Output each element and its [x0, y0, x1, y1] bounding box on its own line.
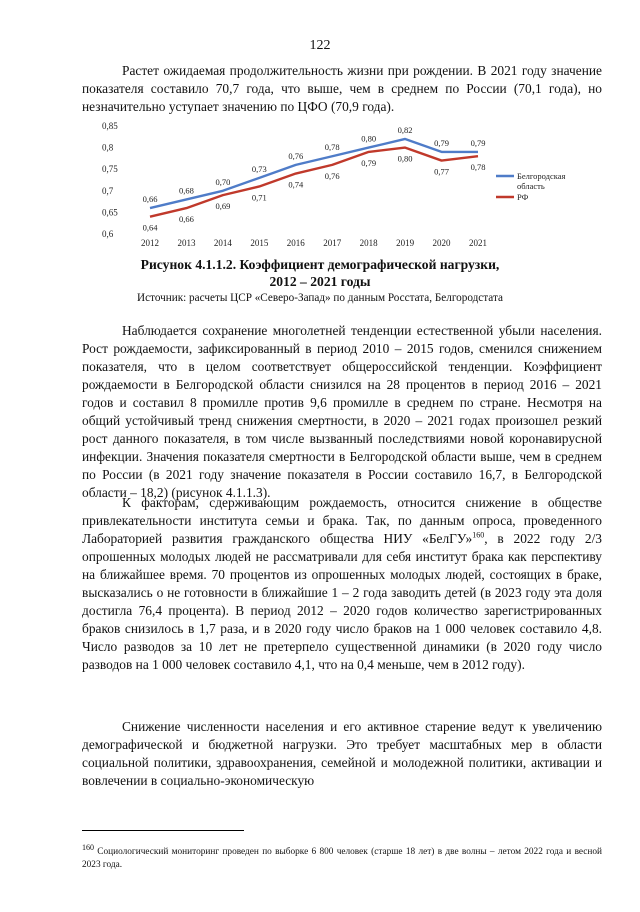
x-tick-label: 2018 [359, 238, 378, 248]
x-tick-label: 2021 [469, 238, 487, 248]
series-line-rf [150, 148, 478, 217]
data-label: 0,68 [179, 185, 194, 196]
footnote-reference[interactable]: 160 [472, 530, 485, 540]
paragraph-marriage: К факторам, сдерживающим рождаемость, относится снижение в обществе привлекательности института семьи и брака. Так, по данным опроса, проведенного Лабораторией развития гражданского общества НИУ «БелГУ»$^{160}$, в 2022 году 2/3 опрошенных молодых людей не рассматривали для себя институт брака как перспективу на ближайшее время. 70 процентов из опрошенных молодых людей, состоящих в браке, высказались о не готовности в ближайшие 1 – 2 года заводить детей (в 2023 году эта доля достигла 76,4 процента). В период 2012 – 2020 годов количество зарегистрированных браков снизилось в 1,7 раза, и в 2020 году число браков на 1 000 человек составило 4,8. Число разводов за 10 лет не претерпело существенной динамики (в 2020 году число разводов на 1 000 человек составило 4,1, что на 0,4 меньше, чем в 2012 году). [82, 495, 602, 672]
legend-label: Белгородская [517, 171, 566, 181]
footnote-divider [82, 830, 244, 831]
demographic-load-chart [96, 118, 566, 256]
x-tick-label: 2016 [286, 238, 305, 248]
data-label: 0,78 [324, 142, 340, 153]
legend-label: РФ [517, 192, 529, 202]
y-tick-label: 0,7 [102, 185, 114, 196]
data-label: 0,66 [179, 214, 194, 225]
data-label: 0,80 [397, 153, 413, 164]
data-label: 0,70 [215, 176, 231, 187]
paragraph-mortality: Наблюдается сохранение многолетней тенденции естественной убыли населения. Рост рождаемости, зафиксированный в период 2010 – 2015 годов, сменился снижением показателя, что в целом соответствует общероссийской тенденции. Коэффициент рождаемости в Белгородской области снизился на 28 процентов в период 2016 – 2021 годов и составил 8 промилле против 9,6 промилле в среднем по стране. Несмотря на общий устойчивый тренд снижения смертности, в 2020 – 2021 годах произошел резкий рост данного показателя, в том числе вызванный последствиями новой коронавирусной инфекции. Значения показателя смертности в Белгородской области выше, чем в среднем по России (в 2021 году значение показателя в России составило 16,7, в Белгородской области – 18,2) (рисунок 4.1.1.3). [82, 323, 602, 500]
data-label: 0,78 [470, 162, 486, 173]
data-label: 0,80 [361, 133, 377, 144]
page-number: 122 [309, 38, 331, 53]
y-tick-label: 0,75 [102, 164, 118, 175]
x-tick-label: 2013 [177, 238, 196, 248]
data-label: 0,64 [142, 222, 158, 233]
footnote: $^{160}$ Социологический мониторинг проведен по выборке 6 800 человек (старше 18 лет) в две волны – летом 2022 года и весной 2023 года. [82, 842, 602, 870]
x-tick-label: 2017 [323, 238, 342, 248]
data-label: 0,66 [142, 194, 158, 205]
y-tick-label: 0,65 [102, 207, 118, 218]
x-tick-label: 2012 [141, 238, 159, 248]
x-tick-label: 2020 [432, 238, 451, 248]
figure-source: Источник: расчеты ЦСР «Северо-Запад» по данным Росстата, Белгородстата [137, 292, 503, 304]
data-label: 0,79 [434, 137, 449, 148]
x-tick-label: 2019 [396, 238, 415, 248]
x-tick-label: 2015 [250, 238, 269, 248]
data-label: 0,74 [288, 179, 304, 190]
intro-paragraph: Растет ожидаемая продолжительность жизни при рождении. В 2021 году значение показателя составило 70,7 года, что выше, чем в среднем по России (70,1 года), но незначительно уступает значению по ЦФО (70,9 года). [82, 63, 602, 114]
y-tick-label: 0,8 [102, 142, 114, 153]
x-tick-label: 2014 [213, 238, 232, 248]
data-label: 0,77 [434, 166, 449, 177]
paragraph-aging: Снижение численности населения и его активное старение ведут к увеличению демографической и бюджетной нагрузки. Это требует масштабных мер в области социальной политики, здравоохранения, семейной и молодежной политики, активации и вовлечении в социально-экономическую [82, 719, 602, 788]
data-label: 0,79 [361, 157, 377, 168]
series-line-belgorod [150, 139, 478, 208]
legend-label: область [517, 181, 545, 191]
data-label: 0,76 [324, 170, 340, 181]
data-label: 0,79 [470, 137, 486, 148]
figure-caption: Рисунок 4.1.1.2. Коэффициент демографической нагрузки, 2012 – 2021 годы [140, 257, 500, 289]
data-label: 0,76 [288, 150, 304, 161]
data-label: 0,71 [251, 192, 267, 203]
data-label: 0,69 [215, 201, 231, 212]
y-tick-label: 0,6 [102, 229, 114, 239]
data-label: 0,73 [251, 163, 267, 174]
data-label: 0,82 [397, 124, 413, 135]
y-tick-label: 0,85 [102, 121, 118, 131]
